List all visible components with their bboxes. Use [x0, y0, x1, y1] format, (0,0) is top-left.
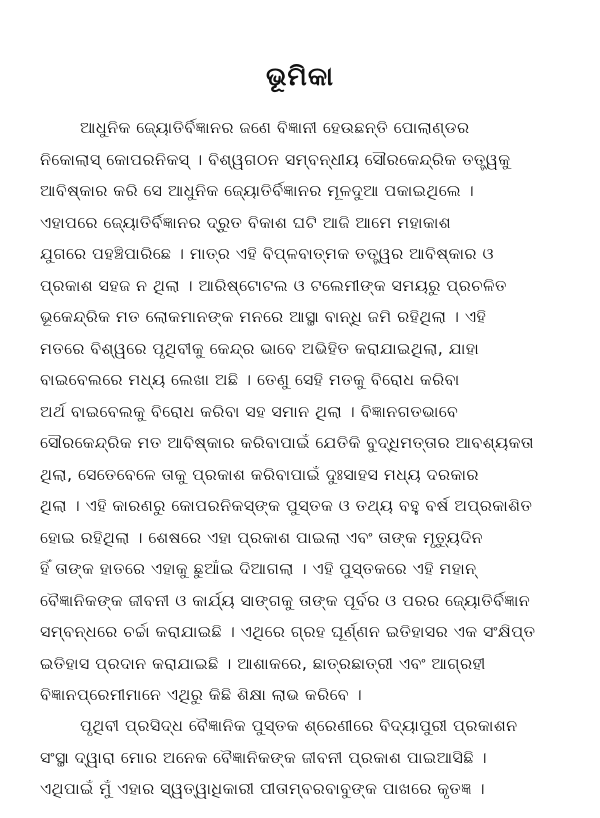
text-line: ପୃଥିବୀ ପ୍ରସିଦ୍ଧ ବୈଜ୍ଞାନିକ ପୁସ୍ତକ ଶ୍ରେଣୀରେ ବିଦ୍ୟାପୁରୀ ପ୍ରକାଶନ [80, 716, 518, 735]
text-line: ଅର୍ଥ ବାଇବେଲକୁ ବିରୋଧ କରିବା ସହ ସମାନ ଥିଲା । ବିଜ୍ଞାନଗତଭାବେ [40, 401, 459, 421]
paragraph-2 [40, 710, 580, 805]
text-line: ଆଧୁନିକ ଜ୍ୟୋତିର୍ବିଜ୍ଞାନର ଜଣେ ବିଜ୍ଞାନୀ ହେଉଛନ୍ତି ପୋଲାଣ୍ଡର [80, 118, 470, 137]
text-line: ବିଜ୍ଞାନପ୍ରେମୀମାନେ ଏଥିରୁ କିଛି ଶିକ୍ଷା ଲାଭ କରିବେ । [40, 685, 363, 704]
text-line: ଯୁଗରେ ପହଞ୍ଚିପାରିଛେ । ମାତ୍ର ଏହି ବିପ୍ଳବାତ୍ମକ ତତ୍ତ୍ୱର ଆବିଷ୍କାର ଓ [40, 244, 494, 263]
text-line: ସମ୍ବନ୍ଧରେ ଚର୍ଚ୍ଚା କରାଯାଇଛି । ଏଥିରେ ଗ୍ରହ ଘୂର୍ଣ୍ଣନ ଇତିହାସର ଏକ ସଂକ୍ଷିପ୍ତ [40, 622, 536, 641]
page-title: ଭୂମିକା [265, 62, 335, 92]
text-line: ଏହାପରେ ଜ୍ୟୋତିର୍ବିଜ୍ଞାନର ଦ୍ରୁତ ବିକାଶ ଘଟି ଆଜି ଆମେ ମହାକାଶ [40, 212, 452, 232]
text-line: ଥିଲା । ଏହି କାରଣରୁ କୋପରନିକସ୍ଙ୍କ ପୁସ୍ତକ ଓ ତଥ୍ୟ ବହୁ ବର୍ଷ ଅପ୍ରକାଶିତ [40, 496, 533, 515]
text-line: ସଂସ୍ଥା ଦ୍ୱାରା ମୋର ଅନେକ ବୈଜ୍ଞାନିକଙ୍କ ଜୀବନୀ ପ୍ରକାଶ ପାଇଆସିଛି । [40, 747, 487, 767]
text-line: ଭୂକେନ୍ଦ୍ରିକ ମତ ଲୋକମାନଙ୍କ ମନରେ ଆସ୍ଥା ବାନ୍ଧି ଜମି ରହିଥିଲା । ଏହି [40, 307, 487, 326]
text-line: ଆବିଷ୍କାର କରି ସେ ଆଧୁନିକ ଜ୍ୟୋତିର୍ବିଜ୍ଞାନର ମୂଳଦୁଆ ପକାଇଥିଲେ । [40, 181, 475, 200]
text-line: ନିକୋଲାସ୍ କୋପରନିକସ୍ । ବିଶ୍ୱଗଠନ ସମ୍ବନ୍ଧୀୟ ସୌରକେନ୍ଦ୍ରିକ ତତ୍ତ୍ୱକୁ [40, 149, 511, 169]
text-line: ଥିଲା, ସେତେବେଳେ ତାକୁ ପ୍ରକାଶ କରିବାପାଇଁ ଦୁଃସାହସ ମଧ୍ୟ ଦରକାର [40, 464, 479, 484]
text-line: ବାଇବେଲରେ ମଧ୍ୟ ଲେଖା ଅଛି । ତେଣୁ ସେହି ମତକୁ ବିରୋଧ କରିବା [40, 370, 460, 389]
text-line: ମତରେ ବିଶ୍ୱରେ ପୃଥିବୀକୁ କେନ୍ଦ୍ର ଭାବେ ଅଭିହିତ କରାଯାଇଥିଲା, ଯାହା [40, 338, 480, 358]
paragraph-1 [40, 112, 580, 711]
text-line: ପ୍ରକାଶ ସହଜ ନ ଥିଲା । ଆରିଷ୍ଟୋଟଲ ଓ ଟଲେମୀଙ୍କ ସମୟରୁ ପ୍ରଚଳିତ [40, 275, 507, 295]
text-line: ସୌରକେନ୍ଦ୍ରିକ ମତ ଆବିଷ୍କାର କରିବାପାଇଁ ଯେତିକି ବୁଦ୍ଧିମତ୍ତାର ଆବଶ୍ୟକତା [40, 433, 534, 452]
text-line: ବୈଜ୍ଞାନିକଙ୍କ ଜୀବନୀ ଓ କାର୍ଯ୍ୟ ସାଙ୍ଗକୁ ତାଙ୍କ ପୂର୍ବର ଓ ପରର ଜ୍ୟୋତିର୍ବିଜ୍ଞାନ [40, 590, 531, 610]
text-line: ଏଥିପାଇଁ ମୁଁ ଏହାର ସ୍ୱତ୍ୱାଧିକାରୀ ପୀତାମ୍ବରବାବୁଙ୍କ ପାଖରେ କୃତଜ୍ଞ । [40, 779, 485, 798]
text-line: ହୋଇ ରହିଥିଲା । ଶେଷରେ ଏହା ପ୍ରକାଶ ପାଇଲା ଏବଂ ତାଙ୍କ ମୃତ୍ୟୁଦିନ [40, 527, 484, 547]
text-line: ହିଁ ତାଙ୍କ ହାତରେ ଏହାକୁ ଛୁଆଁଇ ଦିଆଗଲା । ଏହି ପୁସ୍ତକରେ ଏହି ମହାନ୍ [40, 559, 477, 578]
text-line: ଇତିହାସ ପ୍ରଦାନ କରାଯାଇଛି । ଆଶାକରେ, ଛାତ୍ରଛାତ୍ରୀ ଏବଂ ଆଗ୍ରହୀ [40, 653, 486, 673]
